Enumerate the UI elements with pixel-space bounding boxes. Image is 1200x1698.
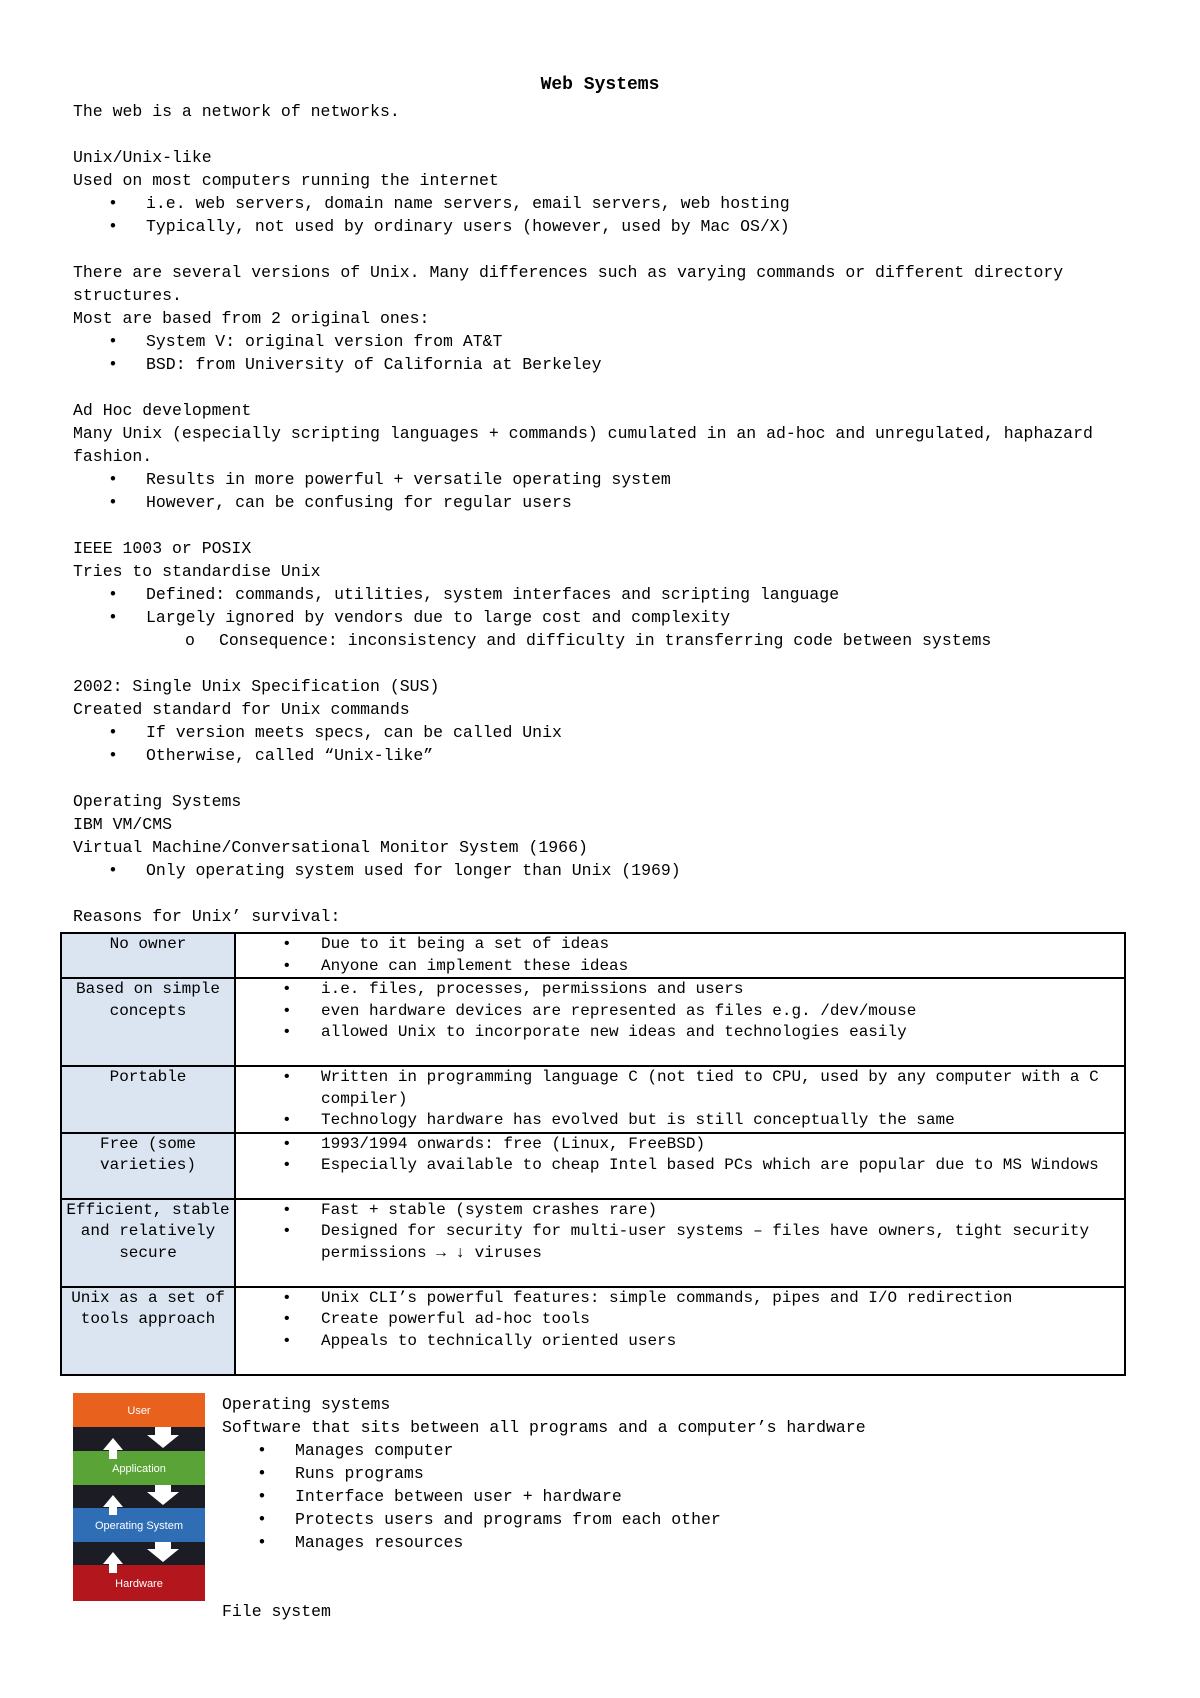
list-item: • Results in more powerful + versatile operating system <box>73 468 1133 491</box>
os-ibm: IBM VM/CMS <box>73 815 173 834</box>
list-item: • even hardware devices are represented as files e.g. /dev/mouse <box>236 1001 1124 1023</box>
list-item: • BSD: from University of California at Berkeley <box>73 353 1133 376</box>
table-row <box>61 1066 1125 1133</box>
row-label: No owner <box>61 933 235 978</box>
list-item: • i.e. files, processes, permissions and users <box>236 979 1124 1001</box>
posix-heading: IEEE 1003 or POSIX <box>73 539 252 558</box>
versions-text: There are several versions of Unix. Many differences such as varying commands or different directory structures. <box>73 263 1064 305</box>
row-content <box>235 1287 1125 1375</box>
row-content <box>235 1066 1125 1133</box>
list-item: • Written in programming language C (not tied to CPU, used by any computer with a C compiler) <box>236 1067 1124 1110</box>
list-item: • Only operating system used for longer than Unix (1969) <box>73 859 1133 882</box>
table-row <box>61 933 1125 978</box>
list-item: • System V: original version from AT&T <box>73 330 1133 353</box>
list-item: • Technology hardware has evolved but is still conceptually the same <box>236 1110 1124 1132</box>
list-item: • If version meets specs, can be called Unix <box>73 721 1133 744</box>
row-content <box>235 933 1125 978</box>
list-item: • Fast + stable (system crashes rare) <box>236 1200 1124 1222</box>
adhoc-text: Many Unix (especially scripting languages + commands) cumulated in an ad-hoc and unregulated, haphazard fashion. <box>73 424 1093 466</box>
list-item: • Protects users and programs from each other <box>222 1508 1122 1531</box>
list-item: • allowed Unix to incorporate new ideas and technologies easily <box>236 1022 1124 1044</box>
list-item: • Anyone can implement these ideas <box>236 956 1124 978</box>
posix-bullets <box>73 583 1133 629</box>
list-item: • Manages resources <box>222 1531 1122 1554</box>
page-title: Web Systems <box>540 75 660 95</box>
list-item: • Defined: commands, utilities, system interfaces and scripting language <box>73 583 1133 606</box>
layer-label: Operating System <box>94 1520 184 1532</box>
list-item: • Largely ignored by vendors due to large cost and complexity <box>73 606 1133 629</box>
list-item: • Due to it being a set of ideas <box>236 934 1124 956</box>
row-label: Efficient, stable and relatively secure <box>61 1199 235 1287</box>
sus-bullets <box>73 721 1133 767</box>
list-item: • Typically, not used by ordinary users (however, used by Mac OS/X) <box>73 215 1133 238</box>
sus-heading: 2002: Single Unix Specification (SUS) <box>73 677 440 696</box>
ossys-desc: Software that sits between all programs and a computer’s hardware <box>222 1418 866 1437</box>
list-item: • i.e. web servers, domain name servers, email servers, web hosting <box>73 192 1133 215</box>
table-row <box>61 1287 1125 1375</box>
os-section <box>222 1393 1122 1623</box>
list-item: • Otherwise, called “Unix-like” <box>73 744 1133 767</box>
list-item: • Designed for security for multi-user systems – files have owners, tight security permissions → ↓ viruses <box>236 1221 1124 1264</box>
list-item: • However, can be confusing for regular users <box>73 491 1133 514</box>
layer-label: Application <box>112 1463 166 1475</box>
adhoc-heading: Ad Hoc development <box>73 401 252 420</box>
list-item: • Create powerful ad-hoc tools <box>236 1309 1124 1331</box>
sus-desc: Created standard for Unix commands <box>73 700 410 719</box>
row-content <box>235 1133 1125 1199</box>
list-item: • Manages computer <box>222 1439 1122 1462</box>
list-item: • Runs programs <box>222 1462 1122 1485</box>
reasons-heading: Reasons for Unix’ survival: <box>73 907 341 926</box>
os-vm: Virtual Machine/Conversational Monitor System (1966) <box>73 838 588 857</box>
table-row <box>61 1133 1125 1199</box>
list-item: • Interface between user + hardware <box>222 1485 1122 1508</box>
versions-bullets <box>73 330 1133 376</box>
unix-heading: Unix/Unix-like <box>73 148 212 167</box>
os-heading: Operating Systems <box>73 792 242 811</box>
row-label: Unix as a set of tools approach <box>61 1287 235 1375</box>
table-row <box>61 1199 1125 1287</box>
intro-line: The web is a network of networks. <box>73 102 400 121</box>
layer-label: User <box>127 1405 151 1417</box>
table-row <box>61 978 1125 1066</box>
unix-desc: Used on most computers running the internet <box>73 171 499 190</box>
survival-table <box>60 932 1126 1376</box>
ossys-bullets <box>222 1439 1122 1554</box>
layer-label: Hardware <box>115 1578 163 1590</box>
list-item: o Consequence: inconsistency and difficulty in transferring code between systems <box>73 629 1133 652</box>
posix-desc: Tries to standardise Unix <box>73 562 321 581</box>
ossys-heading: Operating systems <box>222 1395 391 1414</box>
list-item: • Especially available to cheap Intel based PCs which are popular due to MS Windows <box>236 1155 1124 1177</box>
list-item: • Unix CLI’s powerful features: simple commands, pipes and I/O redirection <box>236 1288 1124 1310</box>
posix-subbullets <box>73 629 1133 652</box>
list-item: • Appeals to technically oriented users <box>236 1331 1124 1353</box>
filesystem-heading: File system <box>222 1602 331 1621</box>
unix-bullets <box>73 192 1133 238</box>
document-body <box>73 100 1133 928</box>
row-label: Based on simple concepts <box>61 978 235 1066</box>
row-content <box>235 978 1125 1066</box>
versions-based: Most are based from 2 original ones: <box>73 309 430 328</box>
row-label: Free (some varieties) <box>61 1133 235 1199</box>
row-label: Portable <box>61 1066 235 1133</box>
os-bullets <box>73 859 1133 882</box>
row-content <box>235 1199 1125 1287</box>
adhoc-bullets <box>73 468 1133 514</box>
list-item: • 1993/1994 onwards: free (Linux, FreeBSD) <box>236 1134 1124 1156</box>
os-layers-diagram <box>73 1393 205 1601</box>
